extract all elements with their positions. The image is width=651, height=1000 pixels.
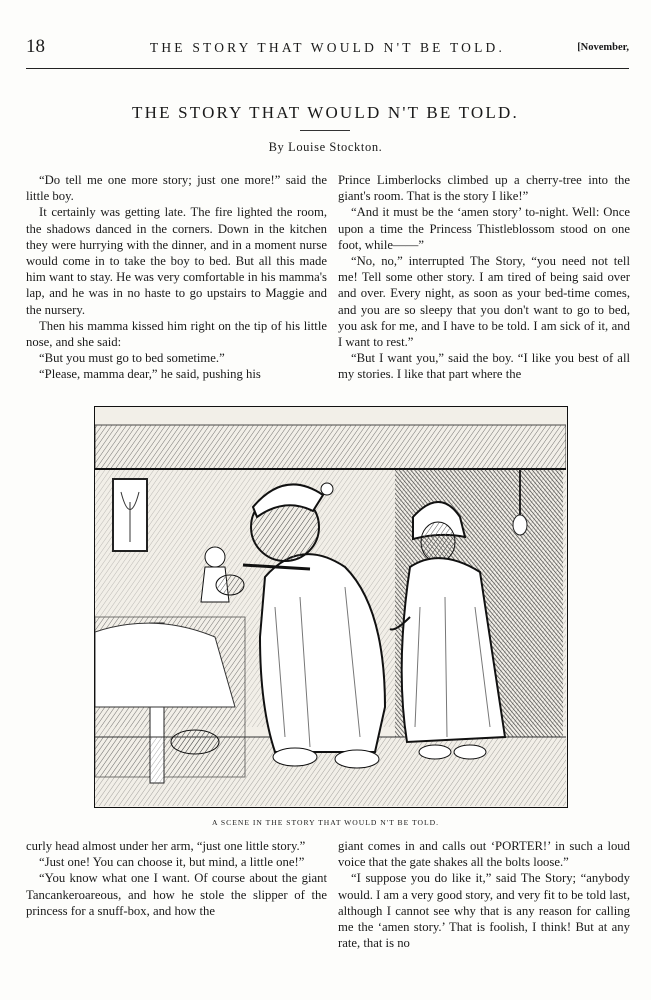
issue-date: [November, xyxy=(577,42,629,53)
column-top-left xyxy=(26,172,327,383)
paragraph: “Please, mamma dear,” he said, pushing his xyxy=(39,367,261,382)
paragraph: “Just one! You can choose it, but mind, a little one!” xyxy=(39,855,305,870)
column-bottom-right xyxy=(338,838,630,951)
paragraph: “And it must be the ‘amen story’ to-night. Well: Once upon a time the Princess Thistleblossom stood on one foot, while——” xyxy=(338,205,630,252)
title-rule xyxy=(300,130,350,131)
paragraph: Prince Limberlocks climbed up a cherry-tree into the giant's room. That is the story I like!” xyxy=(338,173,630,204)
paragraph: “I suppose you do like it,” said The Story; “anybody would. I am a very good story, and very fit to be told last, although I cannot see why that is any reason for calling me the ‘amen story.’ That is foolish, I think! But at any rate, that is no xyxy=(338,871,630,951)
paragraph: “But I want you,” said the boy. “I like you best of all my stories. I like that part where the xyxy=(338,351,630,382)
paragraph: “Do tell me one more story; just one more!” said the little boy. xyxy=(26,173,327,204)
paragraph: “You know what one I want. Of course about the giant Tancankeroareous, and how he stole the slipper of the princess for a snuff-box, and how the xyxy=(26,871,327,918)
article-title: THE STORY THAT WOULD N'T BE TOLD. xyxy=(132,103,519,122)
page-number: 18 xyxy=(26,36,45,57)
running-header xyxy=(26,36,629,62)
paragraph: “No, no,” interrupted The Story, “you need not tell me! Tell some other story. I am tired of being said over and over. Every night, as soon as your bed-time comes, and you are so sleepy that you don't want to go to bed, you ask for me, and I have to be told. I am sick of it, and I want to rest.” xyxy=(338,254,630,350)
paragraph: giant comes in and calls out ‘PORTER!’ in such a loud voice that the gate shakes all the bolts loose.” xyxy=(338,839,630,870)
running-title: THE STORY THAT WOULD N'T BE TOLD. xyxy=(149,40,506,55)
engraving-illustration xyxy=(94,406,568,808)
paragraph: “But you must go to bed sometime.” xyxy=(39,351,225,366)
column-top-right xyxy=(338,172,630,383)
column-bottom-left xyxy=(26,838,327,919)
paragraph: Then his mamma kissed him right on the tip of his little nose, and she said: xyxy=(26,318,327,350)
illustration-caption: A SCENE IN THE STORY THAT WOULD N'T BE TOLD. xyxy=(211,818,440,827)
header-rule xyxy=(26,68,629,69)
paragraph: It certainly was getting late. The fire lighted the room, the shadows danced in the corners. Down in the kitchen they were hurrying with the dinner, and in a moment nurse would come in to take the boy to bed. But all this made him want to stay. He was very comfortable in his mamma's lap, and he was in no haste to go upstairs to Maggie and the nursery. xyxy=(26,205,327,317)
byline: By Louise Stockton. xyxy=(268,140,383,154)
paragraph: curly head almost under her arm, “just one little story.” xyxy=(26,839,306,853)
